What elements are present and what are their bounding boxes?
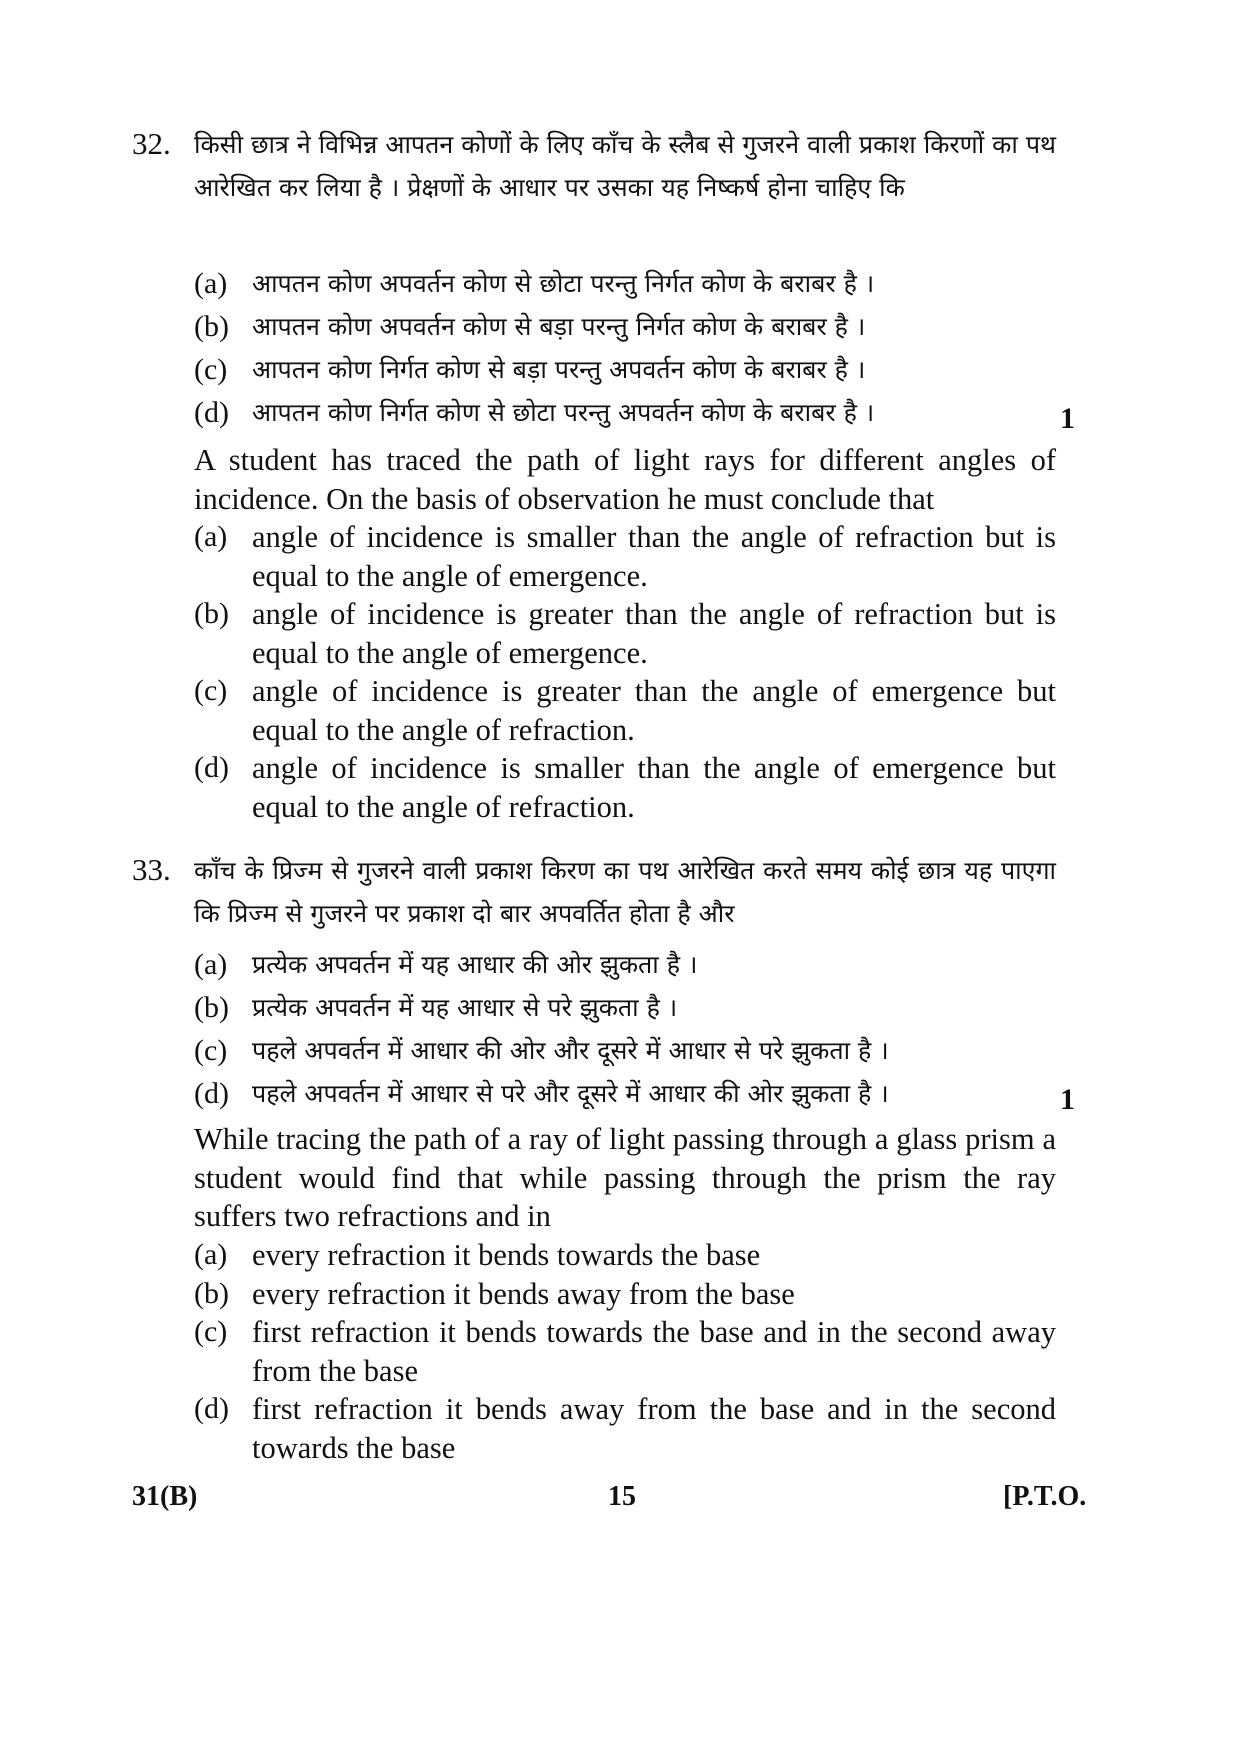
question-33-english-options [194,1236,1056,1467]
option-label: (c) [194,1315,228,1348]
option-text: प्रत्येक अपवर्तन में यह आधार से परे झुकता है । [252,993,678,1022]
question-32-hindi-options [194,262,1056,434]
question-33-english-option-a [194,1236,1056,1275]
option-text: every refraction it bends towards the base [252,1238,761,1272]
option-text: आपतन कोण अपवर्तन कोण से छोटा परन्तु निर्गत कोण के बराबर है । [252,269,875,298]
option-label: (d) [194,1077,229,1110]
question-number-32: 32. [132,126,171,161]
option-label: (d) [194,751,229,784]
option-label: (b) [194,310,229,343]
option-text: angle of incidence is smaller than the angle of refraction but is equal to the angle of emergence. [252,520,1056,593]
option-label: (b) [194,991,229,1024]
question-32-english-option-b [194,595,1056,672]
question-32-english-option-a [194,518,1056,595]
option-label: (a) [194,267,228,300]
option-text: पहले अपवर्तन में आधार से परे और दूसरे में आधार की ओर झुकता है । [252,1079,889,1108]
question-32-english-option-d [194,749,1056,826]
paper-code: 31(B) [132,1481,198,1512]
question-33-hindi-option-a [194,943,1056,986]
option-text: आपतन कोण निर्गत कोण से बड़ा परन्तु अपवर्तन कोण के बराबर है । [252,355,866,384]
option-text: every refraction it bends away from the base [252,1276,795,1311]
option-text: पहले अपवर्तन में आधार की ओर और दूसरे में आधार से परे झुकता है । [252,1036,889,1065]
question-33-english-stem: While tracing the path of a ray of light passing through a glass prism a student would find that while passing through the prism the ray suffers two refractions and in [194,1122,1056,1233]
question-32-hindi-stem: किसी छात्र ने विभिन्न आपतन कोणों के लिए काँच के स्लैब से गुजरने वाली प्रकाश किरणों का पथ आरेखित कर लिया है । प्रेक्षणों के आधार पर उसका यह निष्कर्ष होना चाहिए कि [194,130,1056,202]
question-33-hindi-option-c [194,1029,1056,1072]
question-32-english-options [194,518,1056,826]
option-text: angle of incidence is greater than the angle of refraction but is equal to the angle of emergence. [252,597,1056,670]
question-33-hindi-option-b [194,986,1056,1029]
option-text: आपतन कोण निर्गत कोण से छोटा परन्तु अपवर्तन कोण के बराबर है । [252,398,875,427]
question-32-hindi-option-c [194,348,1056,391]
page-number: 15 [608,1481,636,1512]
option-label: (b) [194,1276,229,1310]
option-text: आपतन कोण अपवर्तन कोण से बड़ा परन्तु निर्गत कोण के बराबर है । [252,312,866,341]
question-33-english-option-c [194,1313,1056,1390]
option-text: first refraction it bends away from the base and in the second towards the base [252,1392,1056,1465]
option-label: (c) [194,1034,228,1067]
question-33-hindi-stem: काँच के प्रिज्म से गुजरने वाली प्रकाश किरण का पथ आरेखित करते समय कोई छात्र यह पाएगा कि प्रिज्म से गुजरने पर प्रकाश दो बार अपवर्तित होता है और [194,856,1056,928]
question-33-hindi-option-d [194,1072,1056,1115]
question-number-33: 33. [132,852,171,887]
option-label: (d) [194,1392,229,1425]
question-32-english-option-c [194,672,1056,749]
question-32-english-stem: A student has traced the path of light rays for different angles of incidence. On the basis of observation he must conclude that [194,443,1056,516]
question-32-hindi-option-b [194,305,1056,348]
option-text: angle of incidence is smaller than the angle of emergence but equal to the angle of refraction. [252,751,1056,824]
option-label: (a) [194,520,228,553]
option-label: (c) [194,674,228,707]
question-33-marks: 1 [1060,1083,1075,1116]
please-turn-over: [P.T.O. [1003,1481,1087,1512]
option-label: (a) [194,1238,228,1271]
option-label: (c) [194,353,228,386]
option-text: first refraction it bends towards the base and in the second away from the base [252,1315,1056,1388]
option-text: angle of incidence is greater than the angle of emergence but equal to the angle of refraction. [252,674,1056,747]
option-label: (d) [194,396,229,429]
question-32-marks: 1 [1060,402,1075,435]
option-label: (a) [194,948,228,981]
question-33-english-option-b [194,1275,1056,1314]
question-33-english-option-d [194,1390,1056,1467]
question-32-hindi-option-a [194,262,1056,305]
question-32-hindi-option-d [194,391,1056,434]
option-text: प्रत्येक अपवर्तन में यह आधार की ओर झुकता है । [252,950,698,979]
option-label: (b) [194,597,229,630]
question-33-hindi-options [194,943,1056,1115]
